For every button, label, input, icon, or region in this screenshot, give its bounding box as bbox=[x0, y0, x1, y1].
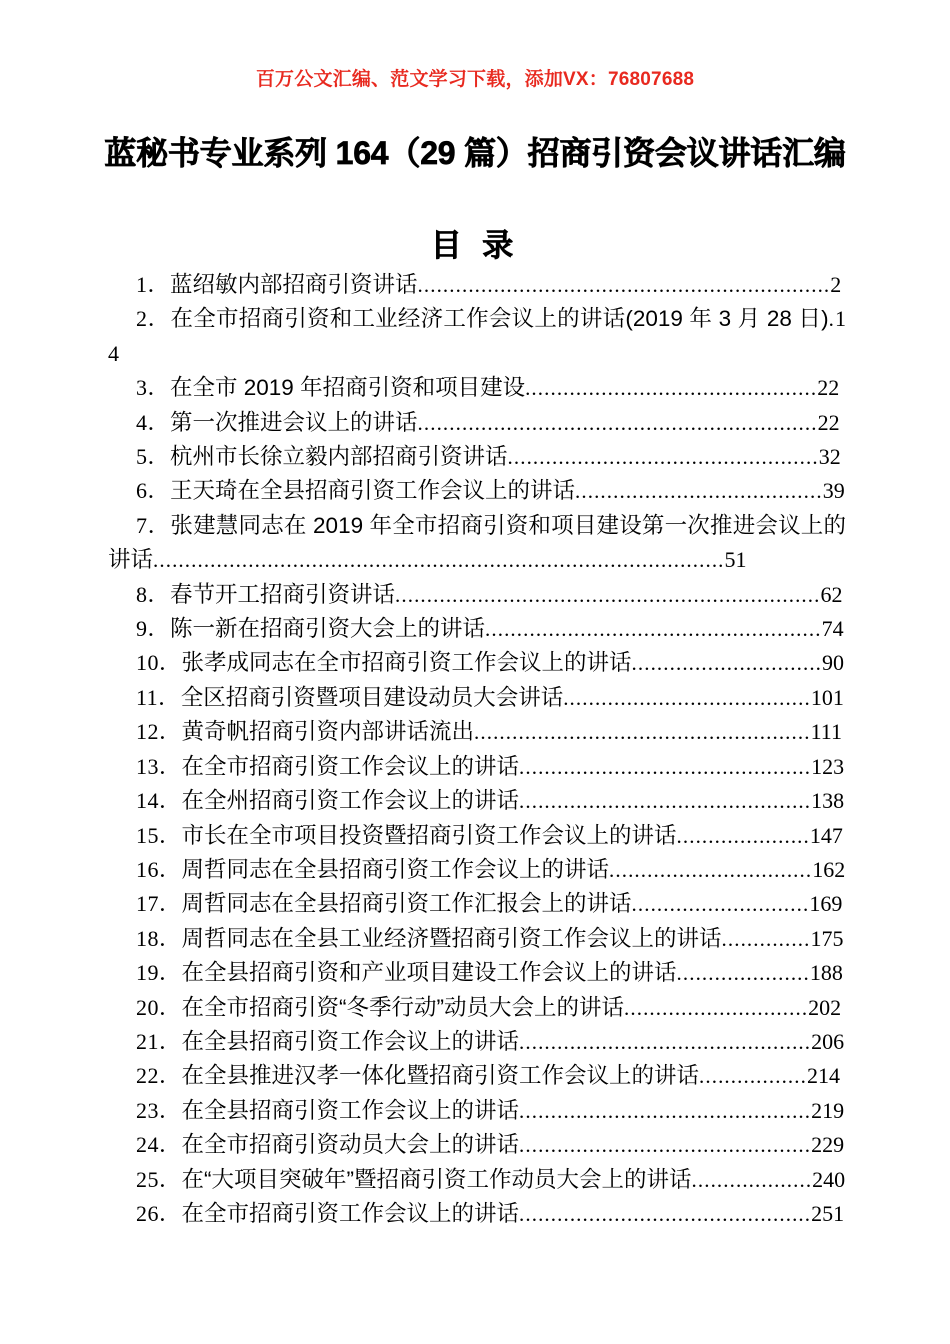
toc-dot-leader: . bbox=[828, 307, 835, 332]
toc-dot-leader: ................................................. bbox=[507, 445, 819, 470]
toc-entry-number: 17． bbox=[136, 891, 182, 917]
toc-entry[interactable] bbox=[108, 268, 846, 302]
toc-entry-label: 市长在全市项目投资暨招商引资工作会议上的讲话 bbox=[181, 822, 677, 848]
toc-entry[interactable] bbox=[108, 509, 846, 578]
promo-header-text: 百万公文汇编、范文学习下载，添加VX：76807688 bbox=[255, 69, 695, 90]
toc-entry-number: 10． bbox=[136, 650, 182, 676]
toc-dot-leader: ..................................................... bbox=[485, 617, 822, 642]
toc-entry-number: 16． bbox=[136, 856, 182, 882]
toc-dot-leader: ................................ bbox=[609, 857, 813, 882]
toc-page-number: 90 bbox=[822, 650, 845, 676]
toc-dot-leader: .............................................. bbox=[519, 1098, 812, 1123]
toc-dot-leader: ..................................................... bbox=[474, 720, 811, 745]
toc-entry[interactable] bbox=[108, 1059, 846, 1093]
toc-entry-number: 8． bbox=[136, 581, 171, 607]
table-of-contents bbox=[108, 268, 846, 1231]
toc-entry[interactable] bbox=[108, 612, 846, 646]
toc-entry-label: 周哲同志在全县工业经济暨招商引资工作会议上的讲话 bbox=[181, 925, 722, 951]
toc-page-number: 219 bbox=[811, 1097, 845, 1123]
toc-page-number: 62 bbox=[820, 581, 843, 607]
toc-page-number: 123 bbox=[811, 753, 845, 779]
toc-entry[interactable] bbox=[108, 1025, 846, 1059]
toc-entry[interactable] bbox=[108, 956, 846, 990]
toc-entry[interactable] bbox=[108, 991, 846, 1025]
toc-entry[interactable] bbox=[108, 1163, 846, 1197]
toc-entry[interactable] bbox=[108, 406, 846, 440]
toc-entry-label: 周哲同志在全县招商引资工作汇报会上的讲话 bbox=[181, 891, 632, 917]
toc-entry-number: 11． bbox=[136, 684, 181, 710]
toc-entry-label: 王天琦在全县招商引资工作会议上的讲话 bbox=[170, 478, 576, 504]
toc-entry-number: 2． bbox=[136, 306, 171, 332]
toc-entry[interactable] bbox=[108, 922, 846, 956]
toc-page-number: 32 bbox=[818, 444, 841, 470]
page-title: 蓝秘书专业系列 164（29 篇）招商引资会议讲话汇编 bbox=[104, 135, 846, 172]
toc-page-number: 214 bbox=[806, 1063, 840, 1089]
toc-page-number: 162 bbox=[812, 856, 846, 882]
toc-page-number: 251 bbox=[811, 1200, 845, 1226]
toc-dot-leader: .............................................. bbox=[525, 376, 818, 401]
toc-entry-label: 杭州市长徐立毅内部招商引资讲话 bbox=[170, 444, 508, 470]
toc-entry-number: 24． bbox=[136, 1132, 182, 1158]
toc-page-number: 175 bbox=[810, 925, 844, 951]
toc-entry-label: 在“大项目突破年”暨招商引资工作动员大会上的讲话 bbox=[181, 1166, 692, 1192]
toc-dot-leader: .............................................. bbox=[519, 789, 812, 814]
toc-dot-leader: ....................................... bbox=[575, 479, 823, 504]
toc-dot-leader: ............................................................... bbox=[417, 410, 818, 435]
toc-entry-label: 张孝成同志在全市招商引资工作会议上的讲话 bbox=[181, 650, 632, 676]
toc-entry-number: 14． bbox=[136, 788, 182, 814]
toc-page-number: 240 bbox=[812, 1166, 846, 1192]
toc-entry-number: 21． bbox=[136, 1028, 182, 1054]
toc-entry-number: 3． bbox=[136, 375, 171, 401]
toc-entry[interactable] bbox=[108, 784, 846, 818]
toc-page-number: 169 bbox=[809, 891, 843, 917]
toc-entry-number: 22． bbox=[136, 1063, 182, 1089]
toc-entry-label: 第一次推进会议上的讲话 bbox=[170, 409, 418, 435]
toc-entry-number: 25． bbox=[136, 1166, 182, 1192]
toc-entry-label: 在全州招商引资工作会议上的讲话 bbox=[181, 788, 520, 814]
toc-page-number: 22 bbox=[817, 409, 840, 435]
toc-entry-label: 春节开工招商引资讲话 bbox=[170, 581, 396, 607]
toc-entry-number: 1． bbox=[136, 272, 171, 297]
toc-dot-leader: ............................. bbox=[624, 995, 809, 1020]
toc-dot-leader: ................................................................. bbox=[417, 273, 831, 297]
toc-page-number: 22 bbox=[817, 375, 840, 401]
toc-entry[interactable] bbox=[108, 371, 846, 405]
toc-entry-number: 4． bbox=[136, 409, 171, 435]
toc-entry-number: 6． bbox=[136, 478, 171, 504]
toc-entry-number: 5． bbox=[136, 444, 171, 470]
toc-entry-label: 张建慧同志在 2019 年全市招商引资和项目建设第一次推进会议上的讲话 bbox=[108, 512, 846, 573]
toc-page-number: 51 bbox=[724, 547, 747, 573]
toc-entry[interactable] bbox=[108, 646, 846, 680]
toc-entry-label: 在全县招商引资和产业项目建设工作会议上的讲话 bbox=[181, 960, 677, 986]
toc-page-number: 14 bbox=[108, 306, 846, 366]
toc-dot-leader: ....................................... bbox=[563, 685, 811, 710]
toc-entry[interactable] bbox=[108, 681, 846, 715]
toc-entry-label: 在全市招商引资工作会议上的讲话 bbox=[181, 753, 520, 779]
toc-dot-leader: .............. bbox=[721, 926, 811, 951]
toc-entry-label: 陈一新在招商引资大会上的讲话 bbox=[170, 616, 486, 642]
toc-entry-label: 蓝绍敏内部招商引资讲话 bbox=[170, 272, 418, 297]
toc-entry-number: 19． bbox=[136, 960, 182, 986]
toc-entry-number: 26． bbox=[136, 1200, 182, 1226]
toc-entry-number: 18． bbox=[136, 925, 182, 951]
toc-dot-leader: ................................................................... bbox=[395, 582, 821, 607]
toc-dot-leader: ................. bbox=[699, 1064, 807, 1089]
toc-page-number: 147 bbox=[809, 822, 843, 848]
toc-dot-leader: .............................................. bbox=[519, 1201, 812, 1226]
toc-entry[interactable] bbox=[108, 887, 846, 921]
toc-entry-label: 在全市招商引资动员大会上的讲话 bbox=[181, 1132, 520, 1158]
toc-entry-label: 在全县推进汉孝一体化暨招商引资工作会议上的讲话 bbox=[181, 1063, 700, 1089]
toc-page-number: 101 bbox=[810, 684, 844, 710]
toc-page-number: 74 bbox=[821, 616, 844, 642]
toc-entry-label: 在全市招商引资“冬季行动”动员大会上的讲话 bbox=[181, 994, 625, 1020]
toc-page-number: 188 bbox=[809, 960, 843, 986]
toc-entry[interactable] bbox=[108, 1094, 846, 1128]
toc-dot-leader: .............................. bbox=[631, 651, 823, 676]
toc-entry-number: 20． bbox=[136, 994, 182, 1020]
toc-entry-number: 13． bbox=[136, 753, 182, 779]
toc-entry-number: 12． bbox=[136, 719, 182, 745]
toc-dot-leader: .............................................. bbox=[519, 1029, 812, 1054]
toc-entry[interactable] bbox=[108, 1197, 846, 1231]
toc-page-number: 111 bbox=[810, 719, 842, 745]
toc-page-number: 229 bbox=[811, 1132, 845, 1158]
toc-page-number: 202 bbox=[808, 994, 842, 1020]
toc-entry-label: 在全市招商引资工作会议上的讲话 bbox=[181, 1200, 520, 1226]
toc-page-number: 39 bbox=[822, 478, 845, 504]
toc-entry-label: 黄奇帆招商引资内部讲话流出 bbox=[181, 719, 475, 745]
toc-dot-leader: .......................................................................................... bbox=[153, 548, 725, 573]
toc-entry[interactable] bbox=[108, 302, 846, 371]
toc-dot-leader: ..................... bbox=[676, 961, 810, 986]
toc-dot-leader: ..................... bbox=[676, 823, 810, 848]
toc-entry[interactable] bbox=[108, 440, 846, 474]
toc-entry-label: 在全市 2019 年招商引资和项目建设 bbox=[170, 375, 526, 401]
toc-entry-number: 7． bbox=[136, 512, 171, 538]
toc-entry[interactable] bbox=[108, 853, 846, 887]
toc-entry[interactable] bbox=[108, 750, 846, 784]
toc-heading: 目 录 bbox=[430, 227, 520, 263]
toc-dot-leader: .............................................. bbox=[519, 754, 812, 779]
toc-entry[interactable] bbox=[108, 819, 846, 853]
toc-page-number: 2 bbox=[830, 272, 842, 297]
toc-dot-leader: ................... bbox=[691, 1167, 813, 1192]
toc-entry-label: 在全县招商引资工作会议上的讲话 bbox=[181, 1097, 520, 1123]
toc-entry[interactable] bbox=[108, 715, 846, 749]
toc-page-number: 206 bbox=[811, 1028, 845, 1054]
toc-entry-label: 周哲同志在全县招商引资工作会议上的讲话 bbox=[181, 856, 610, 882]
toc-entry-number: 15． bbox=[136, 822, 182, 848]
toc-entry[interactable] bbox=[108, 578, 846, 612]
toc-entry-number: 23． bbox=[136, 1097, 182, 1123]
toc-entry-label: 在全县招商引资工作会议上的讲话 bbox=[181, 1028, 520, 1054]
toc-dot-leader: .............................................. bbox=[519, 1133, 812, 1158]
toc-entry-number: 9． bbox=[136, 616, 171, 642]
toc-entry-label: 全区招商引资暨项目建设动员大会讲话 bbox=[180, 684, 564, 710]
toc-entry-label: 在全市招商引资和工业经济工作会议上的讲话(2019 年 3 月 28 日) bbox=[170, 306, 829, 332]
toc-entry[interactable] bbox=[108, 1128, 846, 1162]
toc-dot-leader: ............................ bbox=[631, 892, 810, 917]
toc-page-number: 138 bbox=[811, 788, 845, 814]
toc-entry[interactable] bbox=[108, 474, 846, 508]
